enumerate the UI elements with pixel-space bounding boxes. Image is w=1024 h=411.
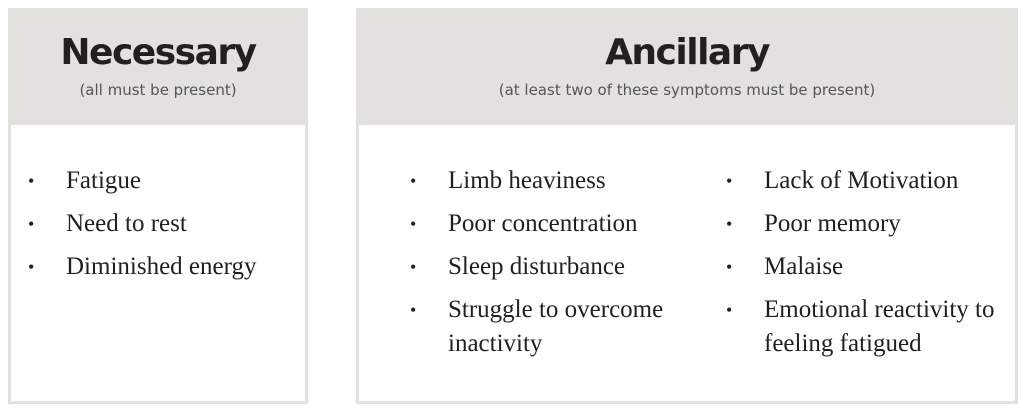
- list-item: [726, 293, 1020, 361]
- list-item-text: Diminished energy: [66, 253, 257, 280]
- list-item: [726, 164, 1016, 198]
- bullet-icon: •: [410, 257, 417, 277]
- list-item-text: Sleep disturbance: [448, 253, 626, 280]
- list-item: [726, 250, 1016, 284]
- bullet-icon: •: [28, 214, 35, 234]
- list-item-text: Fatigue: [66, 167, 141, 194]
- necessary-subtitle: (all must be present): [79, 81, 237, 99]
- bullet-icon: •: [726, 171, 733, 191]
- list-item-text: Emotional reactivity to feeling fatigued: [764, 296, 995, 357]
- list-item: [410, 164, 710, 198]
- list-item-text: Poor memory: [764, 210, 901, 237]
- list-item: [28, 207, 298, 241]
- list-item: [28, 250, 298, 284]
- list-item: [410, 293, 708, 361]
- list-item-text: Limb heaviness: [448, 167, 606, 194]
- list-item: [410, 207, 710, 241]
- bullet-icon: •: [28, 257, 35, 277]
- list-item: [726, 207, 1016, 241]
- list-item-text: Malaise: [764, 253, 844, 280]
- ancillary-list-column-1: [410, 164, 710, 370]
- bullet-icon: •: [410, 300, 417, 320]
- bullet-icon: •: [410, 214, 417, 234]
- ancillary-list-column-2: [726, 164, 1016, 370]
- list-item-text: Poor concentration: [448, 210, 638, 237]
- necessary-header: [11, 11, 305, 125]
- list-item: [410, 250, 710, 284]
- necessary-list: [28, 164, 298, 293]
- list-item-text: Lack of Motivation: [764, 167, 959, 194]
- bullet-icon: •: [726, 257, 733, 277]
- list-item: [28, 164, 298, 198]
- list-item-text: Struggle to overcome inactivity: [448, 296, 664, 357]
- ancillary-subtitle: (at least two of these symptoms must be present): [498, 81, 876, 99]
- bullet-icon: •: [726, 214, 733, 234]
- bullet-icon: •: [726, 300, 733, 320]
- list-item-text: Need to rest: [66, 210, 187, 237]
- ancillary-title: Ancillary: [605, 32, 769, 73]
- ancillary-header: [359, 11, 1015, 125]
- bullet-icon: •: [410, 171, 417, 191]
- bullet-icon: •: [28, 171, 35, 191]
- necessary-title: Necessary: [60, 32, 256, 73]
